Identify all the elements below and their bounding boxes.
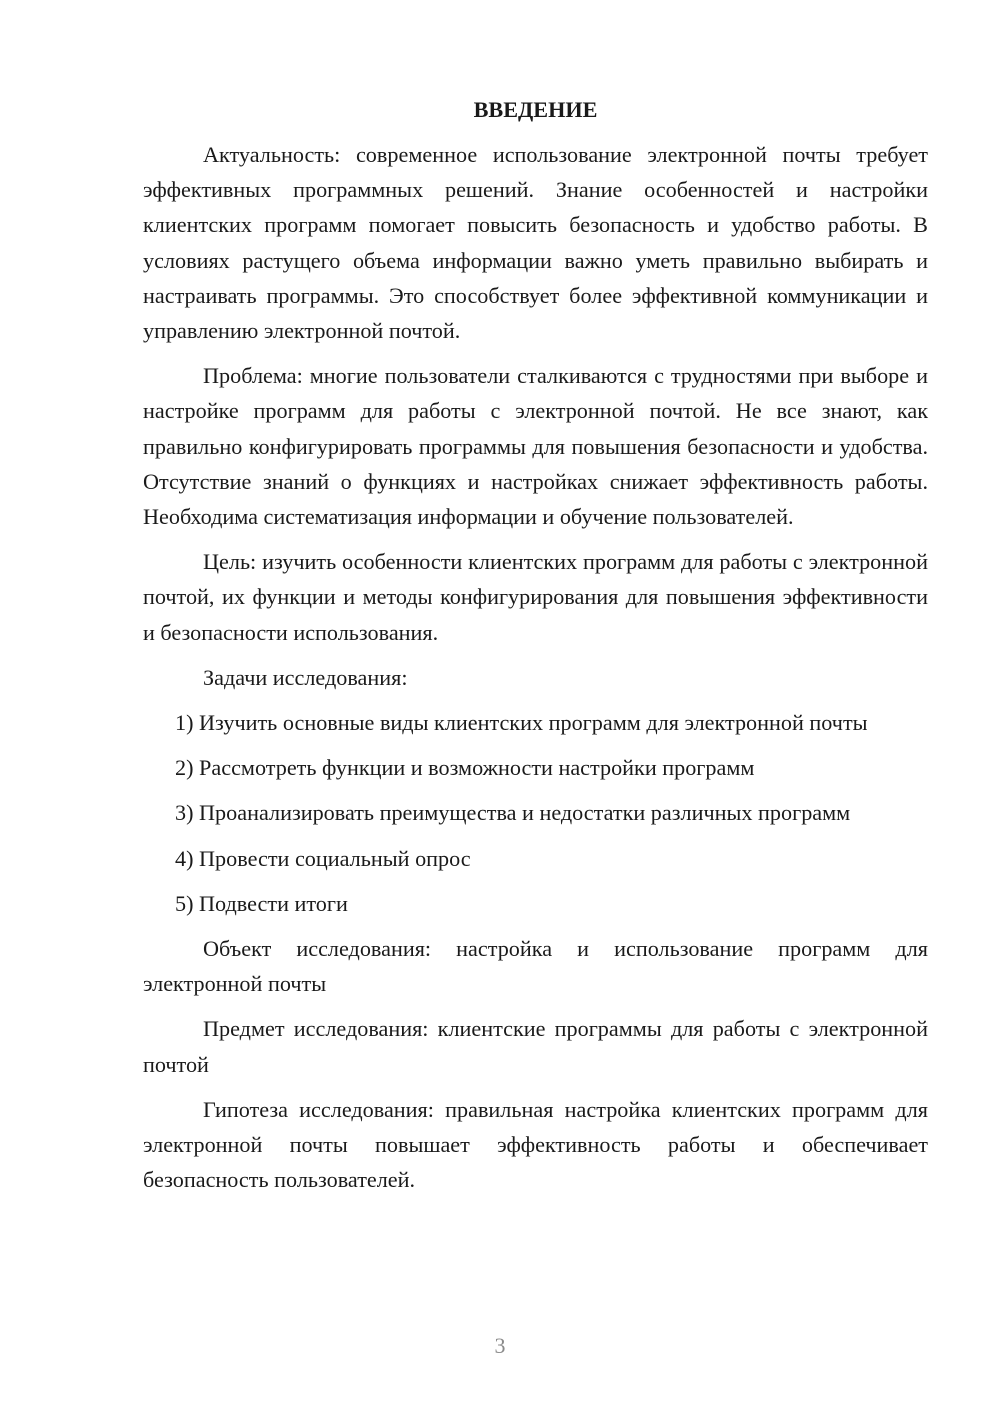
relevance-paragraph: Актуальность: современное использование электронной почты требует эффективных программных решений. Знание особенностей и настройки клиентских программ помогает повысить безопасность и удобство работы. В условиях растущего объема информации важно уметь правильно выбирать и настраивать программы. Это способствует более эффективной коммуникации и управлению электронной почтой. <box>143 142 928 344</box>
subject-paragraph: Предмет исследования: клиентские программы для работы с электронной почтой <box>143 1016 928 1077</box>
list-item: 5) Подвести итоги <box>175 890 348 916</box>
list-item: 3) Проанализировать преимущества и недостатки различных программ <box>175 800 851 826</box>
list-item: 4) Провести социальный опрос <box>175 845 471 871</box>
hypothesis-paragraph: Гипотеза исследования: правильная настройка клиентских программ для электронной почты повышает эффективность работы и обеспечивает безопасность пользователей. <box>143 1096 928 1193</box>
list-item: 1) Изучить основные виды клиентских программ для электронной почты <box>175 710 868 736</box>
tasks-heading: Задачи исследования: <box>203 664 408 690</box>
problem-paragraph: Проблема: многие пользователи сталкиваются с трудностями при выборе и настройке программ для работы с электронной почтой. Не все знают, как правильно конфигурировать программы для повышения безопасности и удобства. Отсутствие знаний о функциях и настройках снижает эффективность работы. Необходима систематизация информации и обучение пользователей. <box>143 363 928 530</box>
object-paragraph: Объект исследования: настройка и использование программ для электронной почты <box>143 936 928 997</box>
list-item: 2) Рассмотреть функции и возможности настройки программ <box>175 755 755 781</box>
goal-paragraph: Цель: изучить особенности клиентских программ для работы с электронной почтой, их функции и методы конфигурирования для повышения эффективности и безопасности использования. <box>143 549 928 645</box>
page-number: 3 <box>494 1333 506 1358</box>
page-title: ВВЕДЕНИЕ <box>473 97 598 122</box>
page-content <box>143 92 928 1197</box>
